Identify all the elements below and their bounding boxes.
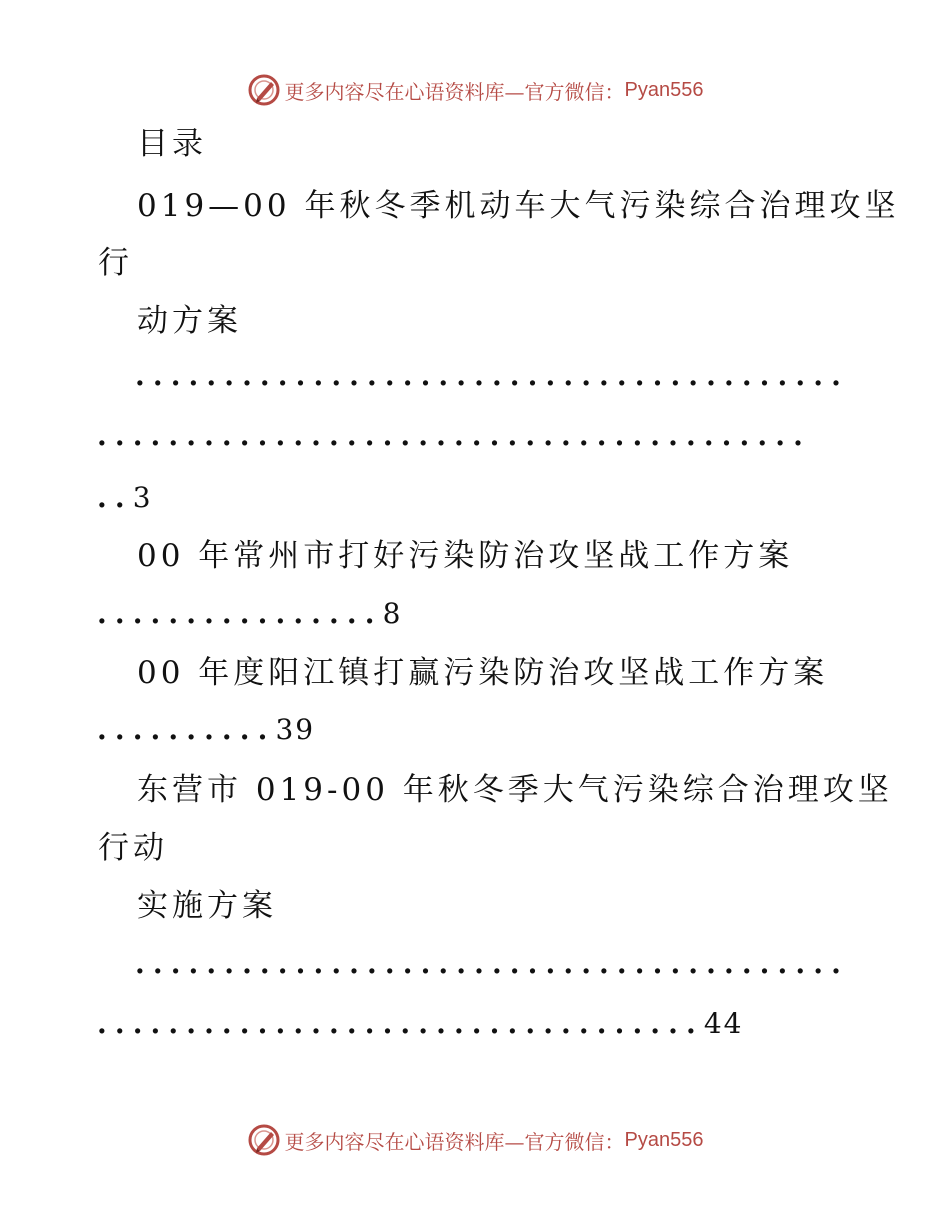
toc-entry-1-leader-2: ........................................ [97,419,811,452]
toc-entry-4-leader-1: ........................................ [135,947,849,980]
toc-entry-3-leader: .......... [97,713,276,746]
pen-logo-icon [247,1123,281,1157]
toc-entry-2-leader-row [97,597,403,630]
toc-entry-1-page[interactable]: 3 [132,481,153,514]
toc-entry-1-line-3[interactable]: 动方案 [137,303,242,339]
toc-entry-2-page[interactable]: 8 [382,597,403,630]
toc-entry-1-leader-row [97,481,153,514]
footer-text: 更多内容尽在心语资料库—官方微信： [284,1129,625,1154]
toc-entry-4-leader-row [97,1007,744,1040]
toc-entry-4-page[interactable]: 44 [703,1007,744,1040]
toc-entry-1-line-1[interactable]: 019—00 年秋冬季机动车大气污染综合治理攻坚 [137,188,900,224]
toc-entry-1-leader-1: ........................................ [135,359,849,392]
header-text: 更多内容尽在心语资料库—官方微信： [284,79,625,104]
toc-entry-1-leader-3: .. [97,481,133,514]
toc-entry-4-line-2[interactable]: 行动 [98,830,168,866]
toc-entry-3-title[interactable]: 00 年度阳江镇打赢污染防治攻坚战工作方案 [137,655,829,691]
pen-logo-icon [247,73,281,107]
toc-entry-2-leader: ................ [97,597,383,630]
footer-account: Pyan556 [624,1128,704,1151]
toc-entry-4-line-3[interactable]: 实施方案 [137,888,277,924]
toc-heading: 目录 [137,126,207,162]
toc-entry-3-page[interactable]: 39 [275,713,316,746]
toc-entry-2-title[interactable]: 00 年常州市打好污染防治攻坚战工作方案 [137,538,794,574]
toc-entry-4-line-1[interactable]: 东营市 019-00 年秋冬季大气污染综合治理攻坚 [137,772,893,808]
footer-banner [0,1120,950,1160]
toc-entry-3-leader-row [97,713,316,746]
toc-entry-4-leader-2: .................................. [97,1007,704,1040]
header-account: Pyan556 [624,78,704,101]
toc-entry-1-line-2[interactable]: 行 [98,245,133,281]
header-banner [0,70,950,110]
